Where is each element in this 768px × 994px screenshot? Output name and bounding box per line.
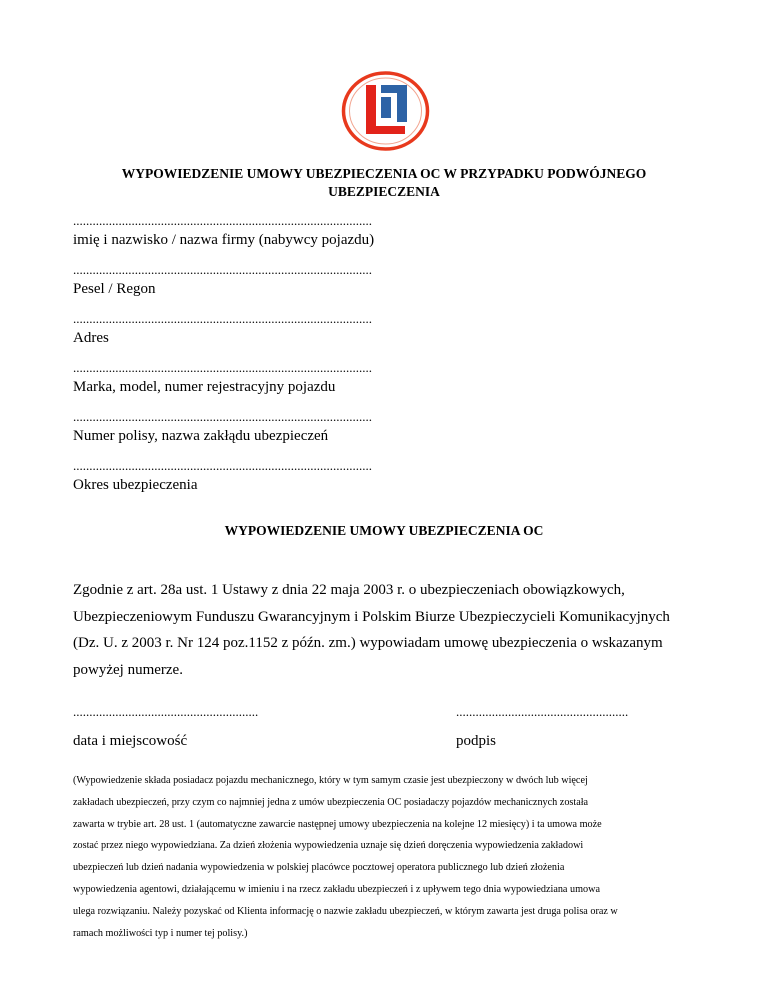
- note-line: (Wypowiedzenie składa posiadacz pojazdu mechanicznego, który w tym samym czasie jest ubezpieczony w dwóch lub więcej: [73, 775, 588, 786]
- field-label: Okres ubezpieczenia: [73, 477, 198, 493]
- note-line: zostać przez niego wypowiedziana. Za dzień złożenia wypowiedzenia uznaje się dzień doręczenia wypowiedzenia zakładowi: [73, 840, 584, 852]
- title-line-1: WYPOWIEDZENIE UMOWY UBEZPIECZENIA OC W PRZYPADKU PODWÓJNEGO: [121, 166, 647, 181]
- field-pesel-regon: [73, 263, 453, 299]
- field-address: [73, 312, 453, 348]
- body-paragraph: [73, 577, 713, 683]
- signature-dots: .....................................................: [456, 704, 629, 719]
- field-vehicle: [73, 361, 453, 397]
- field-buyer-name: [73, 214, 453, 250]
- note-line: zakładach ubezpieczeń, przy czym co najmniej jedna z umów ubezpieczenia OC posiadaczy pojazdów mechanicznych została: [73, 796, 589, 808]
- document-title: [60, 165, 708, 201]
- field-dots: ............................................................................................: [73, 459, 372, 473]
- signature-block: [456, 705, 696, 751]
- field-label: Marka, model, numer rejestracyjny pojazdu: [73, 379, 336, 395]
- field-insurance-period: [73, 459, 453, 495]
- body-line: Zgodnie z art. 28a ust. 1 Ustawy z dnia 22 maja 2003 r. o ubezpieczeniach obowiązkowych,: [73, 582, 625, 598]
- field-policy-number: [73, 410, 453, 446]
- note-line: zawarta w trybie art. 28 ust. 1 (automatyczne zawarcie następnej umowy ubezpieczenia na kolejne 12 miesięcy) i ta umowa może: [73, 818, 602, 830]
- field-dots: ............................................................................................: [73, 361, 372, 375]
- field-label: Pesel / Regon: [73, 281, 156, 297]
- field-dots: ............................................................................................: [73, 263, 372, 277]
- body-line: Ubezpieczeniowym Funduszu Gwarancyjnym i Polskim Biurze Ubezpieczycieli Komunikacyjnych: [73, 608, 670, 625]
- date-place-dots: .........................................................: [73, 704, 259, 719]
- note-line: ubezpieczeń lub dzień nadania wypowiedzenia w polskiej placówce pocztowej operatora publicznego lub dzień złożenia: [73, 862, 565, 874]
- field-label: Adres: [73, 330, 109, 346]
- field-dots: ............................................................................................: [73, 214, 372, 228]
- lu-logo-icon: [339, 70, 432, 152]
- footnote: [73, 770, 713, 944]
- field-dots: ............................................................................................: [73, 410, 372, 424]
- date-place-block: [73, 705, 313, 751]
- note-line: ramach możliwości typ i numer tej polisy.): [73, 927, 248, 939]
- field-label: imię i nazwisko / nazwa firmy (nabywcy pojazdu): [73, 232, 375, 248]
- field-label: Numer polisy, nazwa zakłądu ubezpieczeń: [73, 428, 329, 444]
- body-line: powyżej numerze.: [73, 661, 183, 678]
- body-line: (Dz. U. z 2003 r. Nr 124 poz.1152 z późn. zm.) wypowiadam umowę ubezpieczenia o wskazanym: [73, 635, 663, 651]
- note-line: ulega rozwiązaniu. Należy pozyskać od Klienta informację o nazwie zakładu ubezpieczeń, w którym zawarta jest druga polisa oraz w: [73, 905, 618, 917]
- field-dots: ............................................................................................: [73, 312, 372, 326]
- note-line: wypowiedzenia agentowi, działającemu w imieniu i na rzecz zakładu ubezpieczeń i z upływem tego dnia wypowiedziana umowa: [73, 883, 600, 895]
- title-line-2: UBEZPIECZENIA: [328, 184, 440, 199]
- signature-label: podpis: [456, 733, 497, 749]
- date-place-label: data i miejscowość: [73, 733, 188, 749]
- section-title: WYPOWIEDZENIE UMOWY UBEZPIECZENIA OC: [224, 523, 544, 538]
